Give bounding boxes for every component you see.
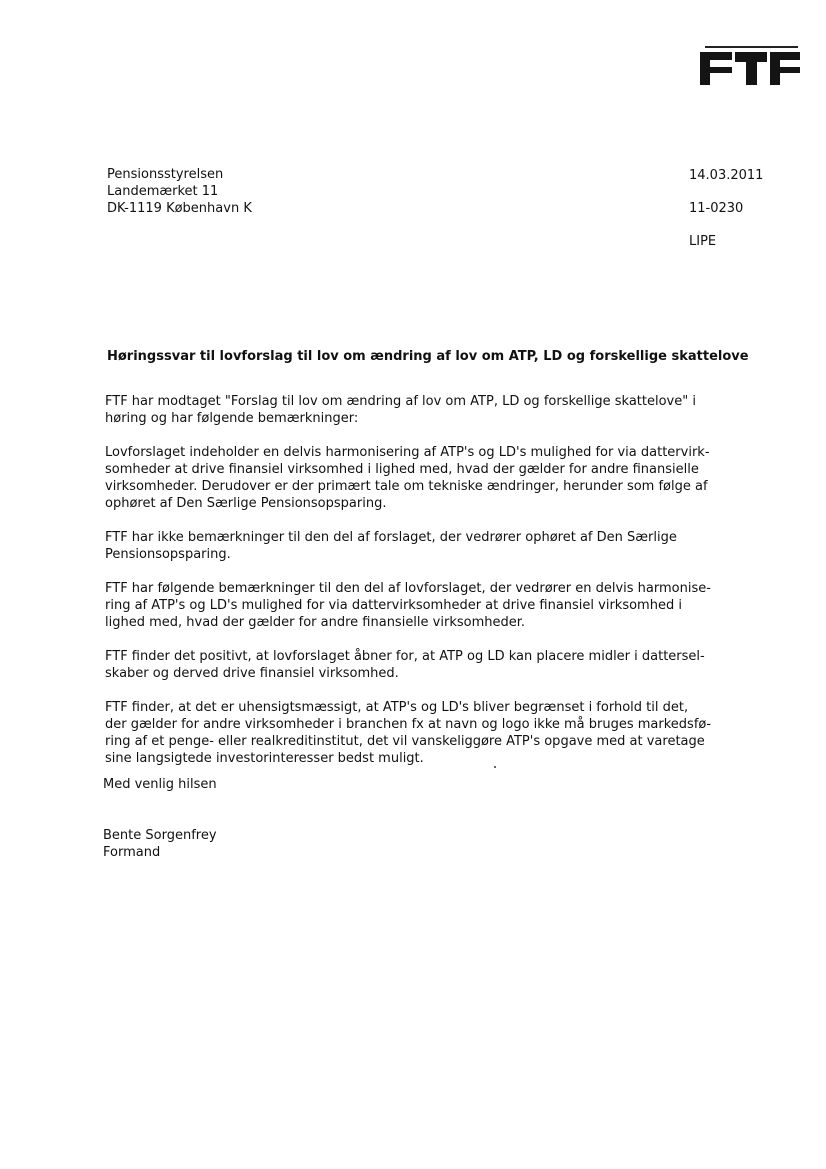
letter-title: Høringssvar til lovforslag til lov om ændring af lov om ATP, LD og forskellige skattelove: [107, 349, 749, 364]
paragraph-line: ophøret af Den Særlige Pensionsopsparing.: [105, 496, 387, 511]
signer-role: Formand: [103, 845, 161, 860]
recipient-line-2: Landemærket 11: [107, 184, 219, 199]
paragraph-line: FTF finder det positivt, at lovforslaget åbner for, at ATP og LD kan placere midler i dattersel-: [105, 649, 705, 664]
paragraph-line: ring af ATP's og LD's mulighed for via dattervirksomheder at drive finansiel virksomhed i: [105, 598, 682, 613]
paragraph-line: FTF har følgende bemærkninger til den del af lovforslaget, der vedrører en delvis harmonise-: [105, 581, 711, 596]
paragraph-line: FTF har ikke bemærkninger til den del af forslaget, der vedrører ophøret af Den Særlige: [105, 530, 677, 545]
paragraph-4: [105, 580, 711, 631]
paragraph-1: [105, 393, 696, 427]
author-initials: LIPE: [689, 234, 717, 249]
recipient-line-3: DK-1119 København K: [107, 201, 252, 216]
paragraph-line: somheder at drive finansiel virksomhed i lighed med, hvad der gælder for andre finansielle: [105, 462, 699, 477]
letter-date: 14.03.2011: [689, 168, 764, 183]
paragraph-line: ring af et penge- eller realkreditinstitut, det vil vanskeliggøre ATP's opgave med at varetage: [105, 734, 705, 749]
paragraph-line: Lovforslaget indeholder en delvis harmonisering af ATP's og LD's mulighed for via dattervirk-: [105, 445, 710, 460]
paragraph-line: høring og har følgende bemærkninger:: [105, 411, 359, 426]
recipient-address: [107, 166, 252, 217]
paragraph-2: [105, 444, 710, 512]
letter-body: [105, 393, 712, 784]
paragraph-6: [105, 699, 712, 767]
paragraph-line: FTF har modtaget "Forslag til lov om ændring af lov om ATP, LD og forskellige skattelove" i: [105, 394, 696, 409]
closing-salutation: Med venlig hilsen: [103, 777, 217, 792]
paragraph-line: der gælder for andre virksomheder i branchen fx at navn og logo ikke må bruges markedsfø-: [105, 717, 712, 732]
paragraph-line: FTF finder, at det er uhensigtsmæssigt, at ATP's og LD's bliver begrænset i forhold til det,: [105, 700, 689, 715]
scan-speck: [494, 766, 496, 768]
paragraph-line: Pensionsopsparing.: [105, 547, 231, 562]
paragraph-3: [105, 529, 685, 563]
ftf-logo-graphic: [700, 44, 800, 86]
paragraph-line: sine langsigtede investorinteresser bedst muligt.: [105, 751, 424, 766]
reference-number: 11-0230: [689, 201, 744, 216]
signature-block: [103, 827, 217, 861]
paragraph-line: skaber og derved drive finansiel virksomhed.: [105, 666, 399, 681]
paragraph-line: virksomheder. Derudover er der primært tale om tekniske ændringer, herunder som følge af: [105, 479, 708, 494]
paragraph-line: lighed med, hvad der gælder for andre finansielle virksomheder.: [105, 615, 526, 630]
paragraph-5: [105, 648, 705, 682]
ftf-logo: [700, 44, 800, 86]
recipient-line-1: Pensionsstyrelsen: [107, 167, 224, 182]
signer-name: Bente Sorgenfrey: [103, 828, 217, 843]
